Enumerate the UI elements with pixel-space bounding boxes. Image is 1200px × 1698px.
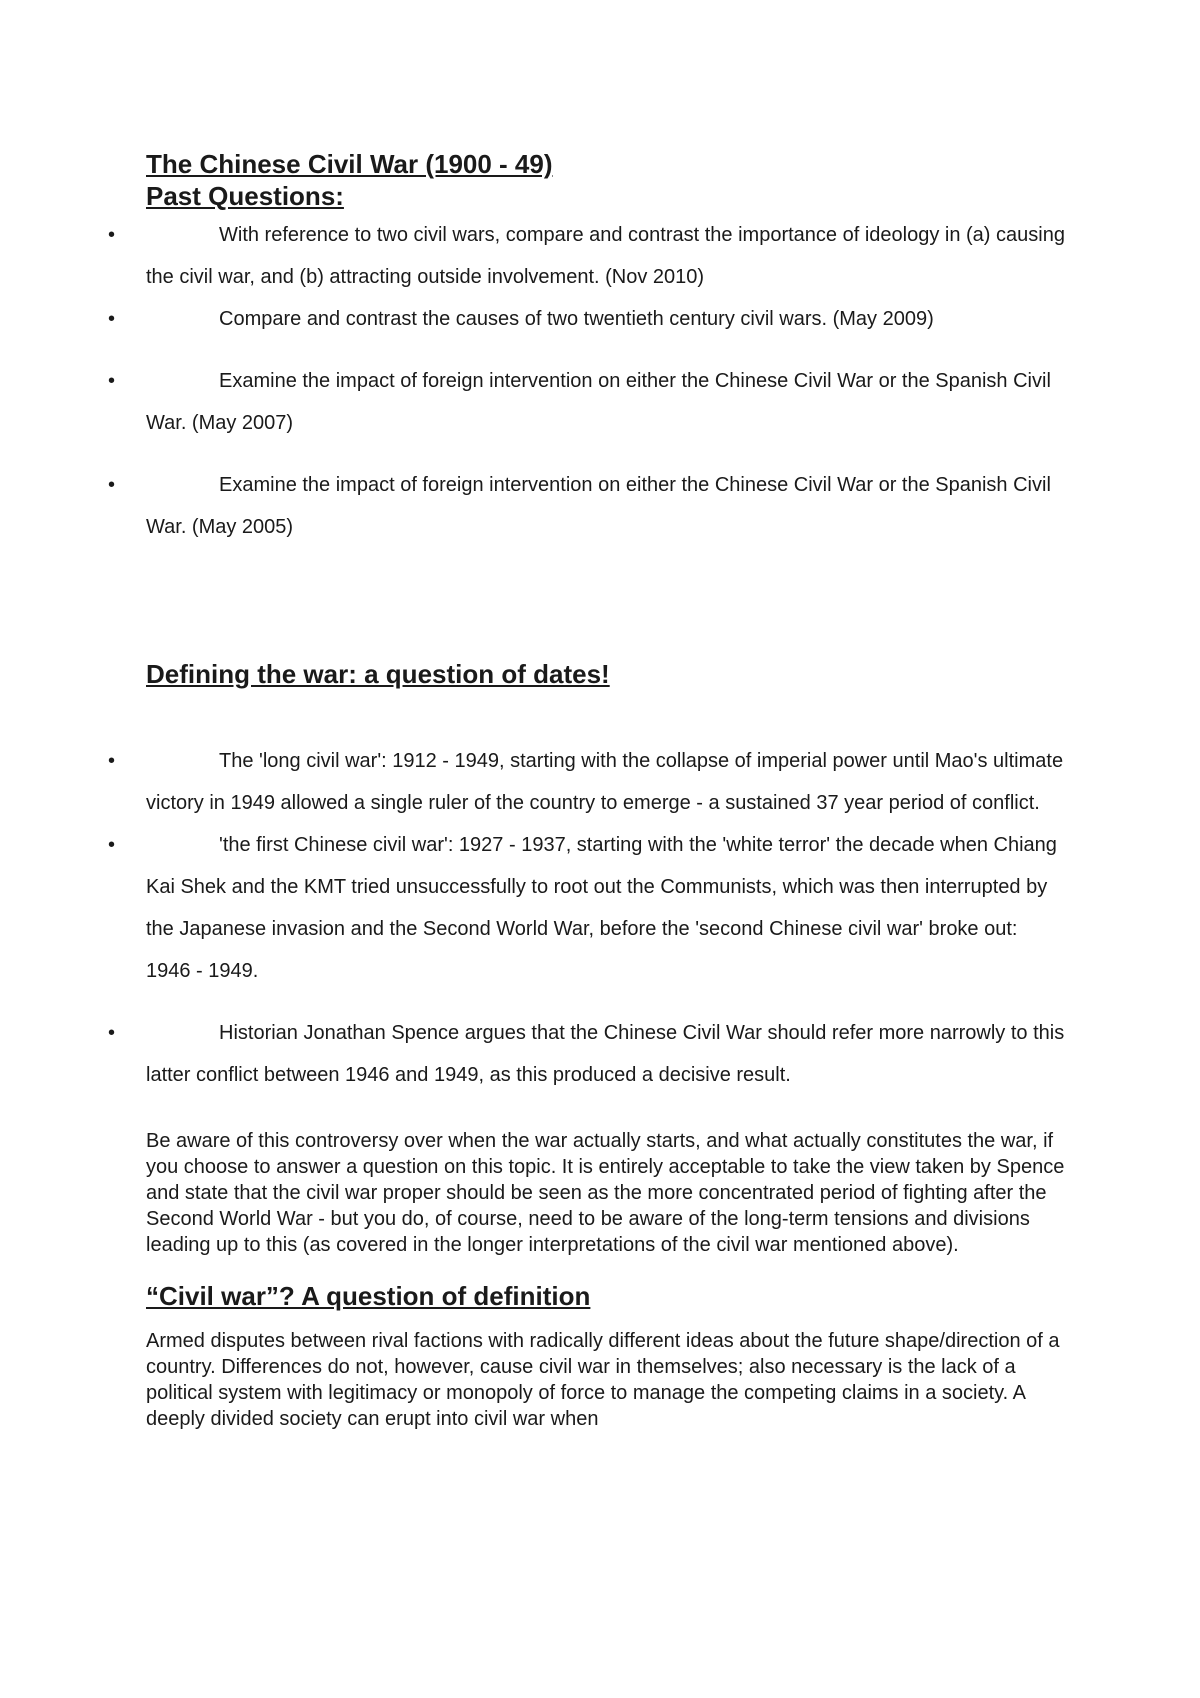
bullet-icon: • [108, 224, 116, 246]
document-title: The Chinese Civil War (1900 - 49) [146, 149, 553, 179]
bullet-icon: • [108, 750, 116, 772]
list-item-text: The 'long civil war': 1912 - 1949, starting with the collapse of imperial power until Mao's ultimate victory in 1949 allowed a single ruler of the country to emerge - a sustained 37 year period of conflict. [146, 750, 1064, 814]
dates-paragraph: Be aware of this controversy over when the war actually starts, and what actually constitutes the war, if you choose to answer a question on this topic. It is entirely acceptable to take the view taken by Spence and state that the civil war proper should be seen as the more concentrated period of fighting after the Second World War - but you do, of course, need to be aware of the long-term tensions and divisions leading up to this (as covered in the longer interpretations of the civil war mentioned above). [146, 1130, 1065, 1256]
list-item [108, 464, 1066, 548]
list-item [108, 214, 1066, 298]
bullet-icon: • [108, 370, 116, 392]
document-content [108, 148, 1066, 1432]
list-item [108, 740, 1066, 824]
list-item [108, 1012, 1066, 1096]
list-item-text: Examine the impact of foreign intervention on either the Chinese Civil War or the Spanish Civil War. (May 2007) [146, 370, 1051, 434]
list-item-text: 'the first Chinese civil war': 1927 - 1937, starting with the 'white terror' the decade when Chiang Kai Shek and the KMT tried unsuccessfully to root out the Communists, which was then interrupted by the Japanese invasion and the Second World War, before the 'second Chinese civil war' broke out: 1946 - 1949. [146, 834, 1057, 982]
dates-list [108, 740, 1066, 1096]
bullet-icon: • [108, 1022, 116, 1044]
dates-section-heading: Defining the war: a question of dates! [146, 659, 610, 689]
past-questions-list [108, 214, 1066, 548]
list-item [108, 824, 1066, 992]
definition-section-heading: “Civil war”? A question of definition [146, 1281, 591, 1311]
bullet-icon: • [108, 308, 116, 330]
list-item [108, 360, 1066, 444]
list-item-text: With reference to two civil wars, compare and contrast the importance of ideology in (a) causing the civil war, and (b) attracting outside involvement. (Nov 2010) [146, 224, 1065, 288]
list-item-text: Examine the impact of foreign intervention on either the Chinese Civil War or the Spanish Civil War. (May 2005) [146, 474, 1051, 538]
list-item [108, 298, 1066, 340]
definition-paragraph: Armed disputes between rival factions with radically different ideas about the future shape/direction of a country. Differences do not, however, cause civil war in themselves; also necessary is the lack of a political system with legitimacy or monopoly of force to manage the competing claims in a society. A deeply divided society can erupt into civil war when [146, 1330, 1060, 1430]
bullet-icon: • [108, 834, 116, 856]
list-item-text: Compare and contrast the causes of two twentieth century civil wars. (May 2009) [219, 308, 934, 330]
list-item-text: Historian Jonathan Spence argues that the Chinese Civil War should refer more narrowly to this latter conflict between 1946 and 1949, as this produced a decisive result. [146, 1022, 1065, 1086]
past-questions-heading: Past Questions: [146, 181, 344, 211]
bullet-icon: • [108, 474, 116, 496]
